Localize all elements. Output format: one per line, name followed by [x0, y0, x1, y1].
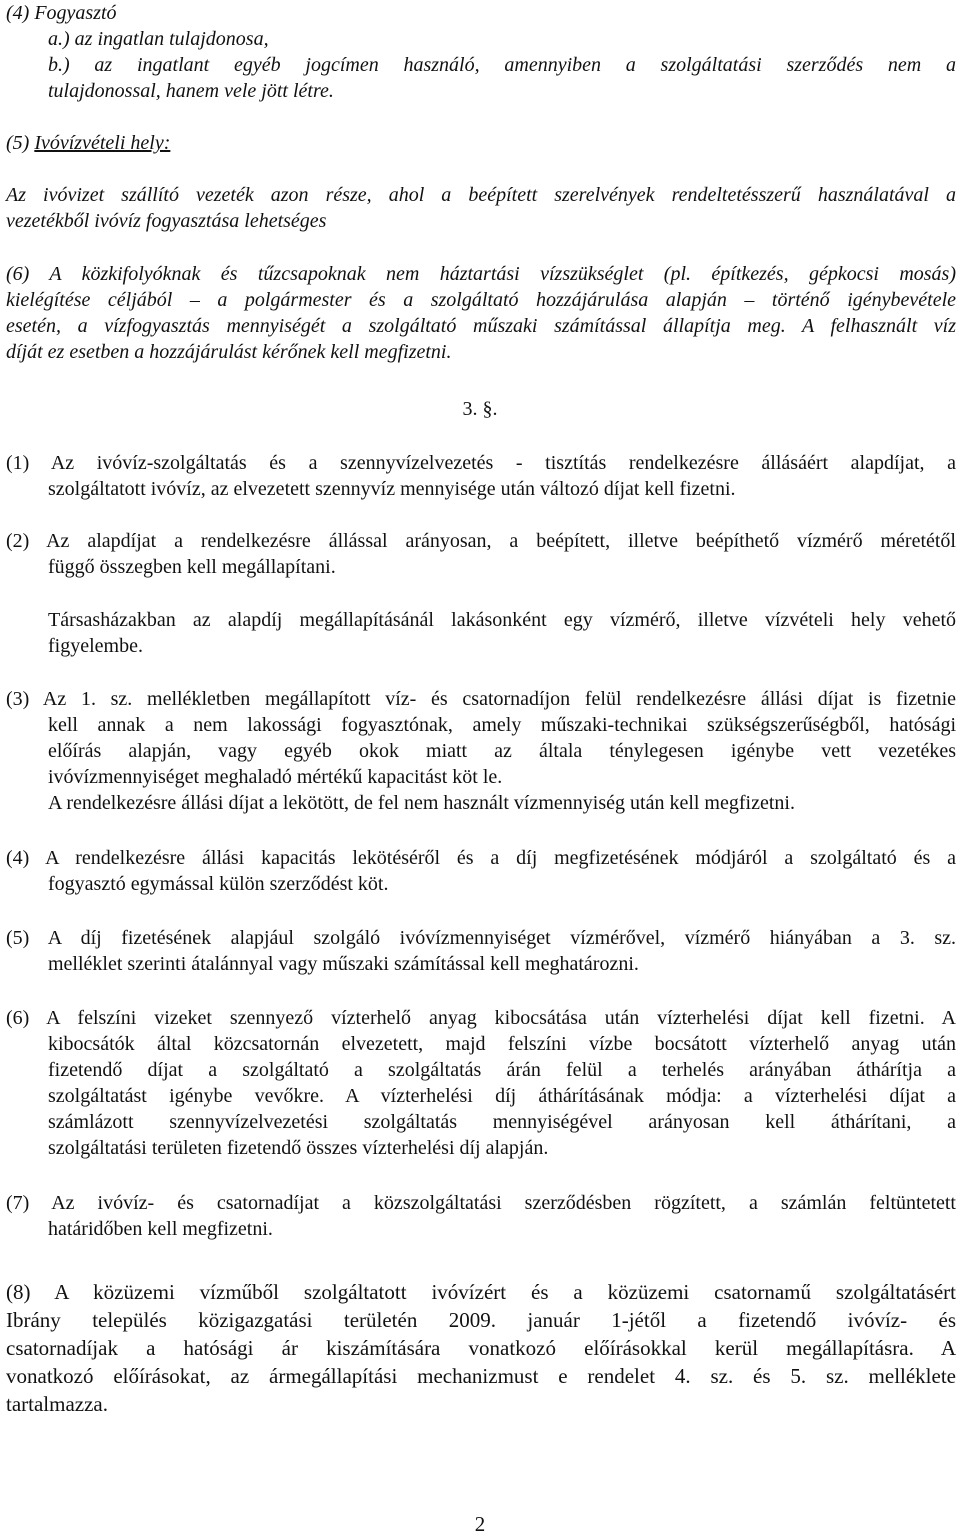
- section-marker: 3. §.: [462, 398, 498, 420]
- fee-para-6-line-2: kibocsátók által közcsatornán elvezetett, majd felszíni vízbe bocsátott vízterhelő anyag után: [48, 1033, 956, 1055]
- fee-para-4-line-1: (4) A rendelkezésre állási kapacitás lekötéséről és a díj megfizetésének módjáról a szolgáltató és a: [6, 847, 956, 869]
- intake-heading: [6, 130, 956, 156]
- intake-title: Ivóvízvételi hely:: [34, 132, 171, 154]
- fee-para-3-line-4: ivóvízmennyiséget meghaladó mértékű kapacitást köt le.: [48, 766, 503, 788]
- consumer-item-a: a.) az ingatlan tulajdonosa,: [48, 28, 269, 50]
- consumer-item-b-continued: tulajdonossal, hanem vele jött létre.: [48, 80, 334, 102]
- fee-para-6-line-1: (6) A felszíni vizeket szennyező vízterhelő anyag kibocsátása után vízterhelési díjat kell fizetni. A: [6, 1007, 956, 1029]
- fee-para-2-sub-line-1: Társasházakban az alapdíj megállapításánál lakásonként egy vízmérő, illetve vízvételi hely vehető: [48, 609, 956, 631]
- fee-para-6-line-5: számlázott szennyvízelvezetési szolgáltatás mennyiségével arányosan kell áthárítani, a: [48, 1111, 956, 1133]
- hydrants-paragraph-line-1: (6) A közkifolyóknak és tűzcsapoknak nem háztartási vízszükséglet (pl. építkezés, gépkocsi mosás): [6, 263, 956, 285]
- fee-para-3-line-2: kell annak a nem lakossági fogyasztónak, amely műszaki-technikai szükségszerűségből, hatósági: [48, 714, 956, 736]
- consumer-item-b: b.) az ingatlant egyéb jogcímen használó, amennyiben a szolgáltatási szerződés nem a: [48, 54, 956, 76]
- fee-para-8-line-5: tartalmazza.: [6, 1392, 109, 1416]
- hydrants-paragraph-line-2: kielégítése céljából – a polgármester és a szolgáltató hozzájárulása alapján – történő igénybevétele: [6, 289, 956, 311]
- fee-para-4-line-2: fogyasztó egymással külön szerződést köt.: [48, 873, 389, 895]
- fee-para-1-line-1: (1) Az ivóvíz-szolgáltatás és a szennyvízelvezetés - tisztítás rendelkezésre állásáért alapdíjat, a: [6, 452, 956, 474]
- page-number: 2: [474, 1512, 486, 1536]
- fee-para-5-line-1: (5) A díj fizetésének alapjául szolgáló ivóvízmennyiséget vízmérővel, vízmérő hiányában a 3. sz.: [6, 927, 956, 949]
- fee-para-5-line-2: melléklet szerinti átalánnyal vagy műszaki számítással kell meghatározni.: [48, 953, 639, 975]
- fee-para-6-line-4: szolgáltatást igénybe vevőkre. A vízterhelési díj áthárításának módja: a vízterhelési díjat a: [48, 1085, 956, 1107]
- hydrants-paragraph-line-4: díját ez esetben a hozzájárulást kérőnek kell megfizetni.: [6, 341, 452, 363]
- intake-text-continued: vezetékből ivóvíz fogyasztása lehetséges: [6, 210, 327, 232]
- fee-para-8-line-4: vonatkozó előírásokat, az ármegállapítási mechanizmust e rendelet 4. sz. és 5. sz. melléklete: [6, 1364, 956, 1388]
- fee-para-6-line-6: szolgáltatási területen fizetendő összes vízterhelési díj alapján.: [48, 1137, 549, 1159]
- fee-para-2-line-2: függő összegben kell megállapítani.: [48, 556, 336, 578]
- intake-text: Az ivóvizet szállító vezeték azon része, ahol a beépített szerelvények rendeltetésszerű használatával a: [6, 184, 956, 206]
- fee-para-2-line-1: (2) Az alapdíjat a rendelkezésre állással arányosan, a beépített, illetve beépíthető vízmérő méretétől: [6, 530, 956, 552]
- fee-para-7-line-1: (7) Az ivóvíz- és csatornadíjat a közszolgáltatási szerződésben rögzített, a számlán feltüntetett: [6, 1192, 956, 1214]
- fee-para-2-sub-line-2: figyelembe.: [48, 635, 143, 657]
- fee-para-7-line-2: határidőben kell megfizetni.: [48, 1218, 273, 1240]
- fee-para-8-line-2: Ibrány település közigazgatási területén 2009. január 1-jétől a fizetendő ivóvíz- és: [6, 1308, 956, 1332]
- fee-para-3-line-3: előírás alapján, vagy egyéb okok miatt az általa ténylegesen igénybe vett vezetékes: [48, 740, 956, 762]
- hydrants-paragraph-line-3: esetén, a vízfogyasztás mennyiségét a szolgáltató műszaki számítással állapítja meg. A felhasznált víz: [6, 315, 956, 337]
- intake-number: (5): [6, 132, 30, 154]
- fee-para-1-line-2: szolgáltatott ivóvíz, az elvezetett szennyvíz mennyisége után változó díjat kell fizetni.: [48, 478, 736, 500]
- fee-para-8-line-3: csatornadíjak a hatósági ár kiszámítására vonatkozó előírásokkal kerül megállapításra. A: [6, 1336, 956, 1360]
- consumer-heading: (4) Fogyasztó: [6, 2, 117, 24]
- fee-para-3-line-1: (3) Az 1. sz. mellékletben megállapított víz- és csatornadíjon felül rendelkezésre állási díjat is fizetnie: [6, 688, 956, 710]
- fee-para-3-line-5: A rendelkezésre állási díjat a lekötött, de fel nem használt vízmennyiség után kell megfizetni.: [48, 792, 795, 814]
- fee-para-8-line-1: (8) A közüzemi vízműből szolgáltatott ivóvízért és a közüzemi csatornamű szolgáltatásért: [6, 1280, 956, 1304]
- fee-para-6-line-3: fizetendő díjat a szolgáltató a szolgáltatás árán felül a terhelés arányában áthárítja a: [48, 1059, 956, 1081]
